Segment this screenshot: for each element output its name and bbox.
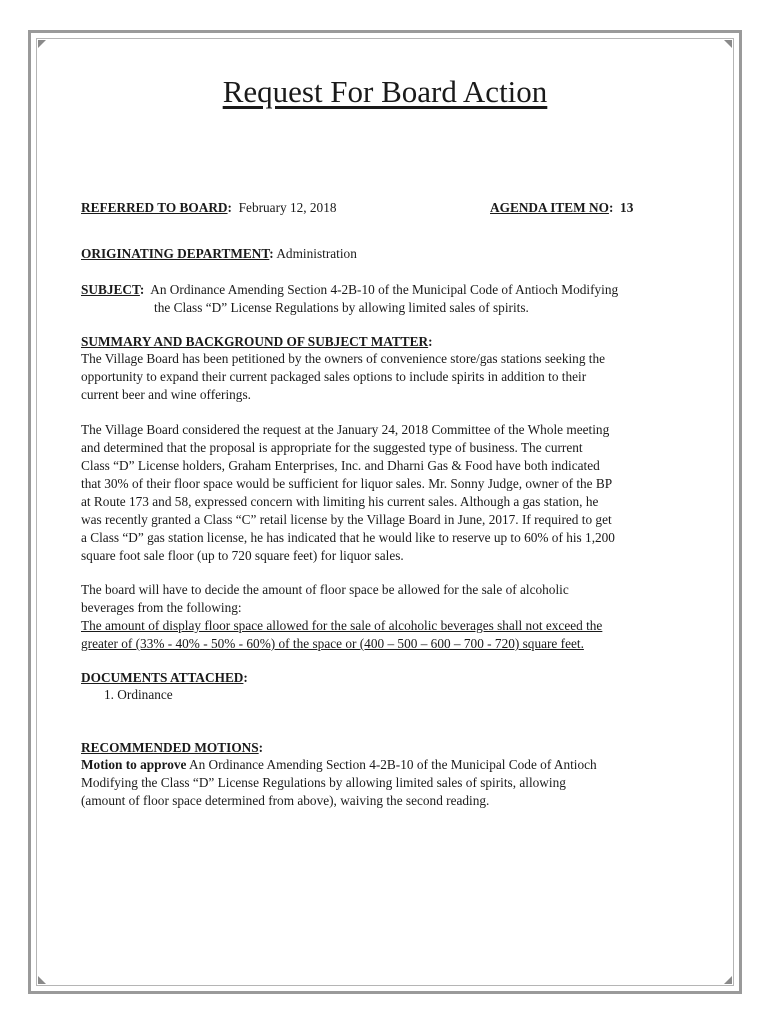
summary-p2-line: Class “D” License holders, Graham Enterprises, Inc. and Dharni Gas & Food have both indicated bbox=[81, 458, 600, 473]
subject-row: SUBJECT: An Ordinance Amending Section 4-2B-10 of the Municipal Code of Antioch Modifying bbox=[81, 282, 619, 297]
document-list-item: 1. Ordinance bbox=[104, 687, 173, 702]
agenda-row: AGENDA ITEM NO: 13 bbox=[490, 200, 634, 215]
motion-line-2: Modifying the Class “D” License Regulations by allowing limited sales of spirits, allowing bbox=[81, 775, 566, 790]
referred-date: February 12, 2018 bbox=[238, 200, 337, 215]
summary-p2-line: that 30% of their floor space would be sufficient for liquor sales. Mr. Sonny Judge, owner of the BP bbox=[81, 476, 613, 491]
originating-row: ORIGINATING DEPARTMENT: Administration bbox=[81, 246, 357, 261]
motion-line-1: Motion to approve An Ordinance Amending Section 4-2B-10 of the Municipal Code of Antioch bbox=[81, 757, 597, 772]
summary-p3-line: beverages from the following: bbox=[81, 600, 242, 615]
summary-p2-line: and determined that the proposal is appropriate for the suggested type of business. The current bbox=[81, 440, 583, 455]
corner-ornament-icon bbox=[724, 40, 732, 48]
summary-p1-line: The Village Board has been petitioned by the owners of convenience store/gas stations seeking the bbox=[81, 351, 606, 366]
agenda-label: AGENDA ITEM NO bbox=[490, 200, 609, 215]
summary-p1-line: current beer and wine offerings. bbox=[81, 387, 251, 402]
summary-p2-line: The Village Board considered the request at the January 24, 2018 Committee of the Whole meeting bbox=[81, 422, 610, 437]
originating-label: ORIGINATING DEPARTMENT bbox=[81, 246, 270, 261]
subject-line-1: An Ordinance Amending Section 4-2B-10 of the Municipal Code of Antioch Modifying bbox=[150, 282, 619, 297]
subject-line-2: the Class “D” License Regulations by allowing limited sales of spirits. bbox=[154, 300, 529, 315]
summary-p2-line: at Route 173 and 58, expressed concern with limiting his current sales. Although a gas station, he bbox=[81, 494, 599, 509]
floor-space-option-line: The amount of display floor space allowed for the sale of alcoholic beverages shall not exceed the bbox=[81, 618, 603, 633]
subject-label: SUBJECT bbox=[81, 282, 140, 297]
summary-p2-line: a Class “D” gas station license, he has indicated that he would like to reserve up to 60% of his 1,200 bbox=[81, 530, 615, 545]
corner-ornament-icon bbox=[724, 976, 732, 984]
floor-space-option-line: greater of (33% - 40% - 50% - 60%) of the space or (400 – 500 – 600 – 700 - 720) square feet. bbox=[81, 636, 584, 651]
referred-row: REFERRED TO BOARD: February 12, 2018 bbox=[81, 200, 337, 215]
originating-value: Administration bbox=[276, 246, 357, 261]
referred-label: REFERRED TO BOARD bbox=[81, 200, 228, 215]
motions-heading: RECOMMENDED MOTIONS: bbox=[81, 740, 264, 755]
agenda-number: 13 bbox=[620, 200, 634, 215]
motion-line-3: (amount of floor space determined from above), waiving the second reading. bbox=[81, 793, 490, 808]
summary-p3-line: The board will have to decide the amount of floor space be allowed for the sale of alcoholic bbox=[81, 582, 569, 597]
summary-p2-line: square foot sale floor (up to 720 square feet) for liquor sales. bbox=[81, 548, 404, 563]
summary-p1-line: opportunity to expand their current packaged sales options to include spirits in addition to their bbox=[81, 369, 587, 384]
corner-ornament-icon bbox=[38, 40, 46, 48]
motion-lead: Motion to approve bbox=[81, 757, 187, 772]
summary-p2-line: was recently granted a Class “C” retail license by the Village Board in June, 2017. If required to get bbox=[81, 512, 612, 527]
summary-heading: SUMMARY AND BACKGROUND OF SUBJECT MATTER: bbox=[81, 334, 433, 349]
documents-heading: DOCUMENTS ATTACHED: bbox=[81, 670, 248, 685]
document-title: Request For Board Action bbox=[222, 74, 548, 109]
corner-ornament-icon bbox=[38, 976, 46, 984]
